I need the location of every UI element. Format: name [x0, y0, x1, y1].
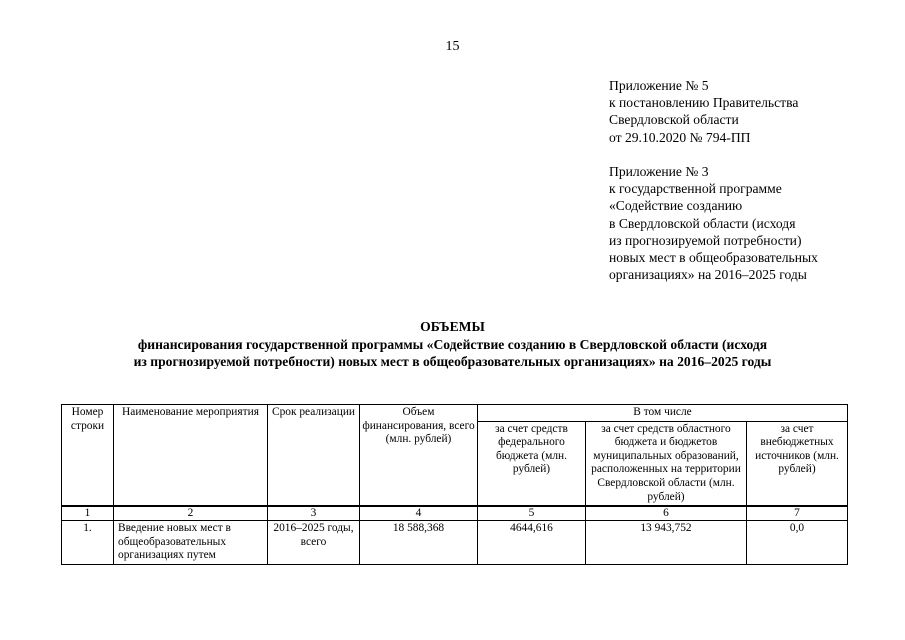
column-number: 6 — [586, 506, 747, 521]
header-period: Срок реализации — [268, 405, 360, 507]
header-federal: за счет средств федерального бюджета (млн. рублей) — [478, 421, 586, 506]
column-number: 5 — [478, 506, 586, 521]
header-row-number: Номер строки — [62, 405, 114, 507]
cell-extra: 0,0 — [747, 521, 848, 565]
header-regional: за счет средств областного бюджета и бюджетов муниципальных образований, расположенных на территории Свердловской области (млн. рублей) — [586, 421, 747, 506]
document-title — [0, 318, 905, 371]
cell-federal: 4644,616 — [478, 521, 586, 565]
financing-table — [61, 404, 848, 565]
header-including: В том числе — [478, 405, 848, 422]
appendix-line: к государственной программе — [609, 181, 782, 197]
column-number: 2 — [114, 506, 268, 521]
appendix-line: от 29.10.2020 № 794-ПП — [609, 129, 751, 145]
title-line: финансирования государственной программы «Содействие созданию в Свердловской области (исходя — [137, 336, 768, 352]
column-number: 4 — [360, 506, 478, 521]
appendix-line: новых мест в общеобразовательных — [609, 250, 818, 266]
appendix-block-3 — [609, 163, 899, 283]
page-number: 15 — [445, 39, 460, 54]
appendix-line: Свердловской области — [609, 112, 739, 128]
column-number-row — [62, 506, 848, 521]
appendix-line: из прогнозируемой потребности) — [609, 232, 802, 248]
appendix-line: организациях» на 2016–2025 годы — [609, 267, 807, 283]
title-heading: ОБЪЕМЫ — [420, 319, 485, 334]
header-extra: за счет внебюджетных источников (млн. рублей) — [747, 421, 848, 506]
cell-total: 18 588,368 — [360, 521, 478, 565]
appendix-line: Приложение № 5 — [609, 78, 709, 93]
cell-name: Введение новых мест в общеобразовательных организациях путем — [114, 521, 268, 565]
cell-period: 2016–2025 годы, всего — [268, 521, 360, 565]
appendix-line: «Содействие созданию — [609, 198, 743, 214]
title-line: из прогнозируемой потребности) новых мест в общеобразовательных организациях» на 2016–2025 годы — [133, 354, 772, 370]
appendix-line: в Свердловской области (исходя — [609, 215, 796, 231]
table-row — [62, 521, 848, 565]
cell-number: 1. — [62, 521, 114, 565]
column-number: 1 — [62, 506, 114, 521]
column-number: 3 — [268, 506, 360, 521]
header-total: Объем финансирования, всего (млн. рублей) — [360, 405, 478, 507]
column-number: 7 — [747, 506, 848, 521]
header-event-name: Наименование мероприятия — [114, 405, 268, 507]
appendix-line: к постановлению Правительства — [609, 95, 799, 111]
cell-regional: 13 943,752 — [586, 521, 747, 565]
appendix-block-5 — [609, 77, 899, 146]
appendix-line: Приложение № 3 — [609, 164, 709, 179]
